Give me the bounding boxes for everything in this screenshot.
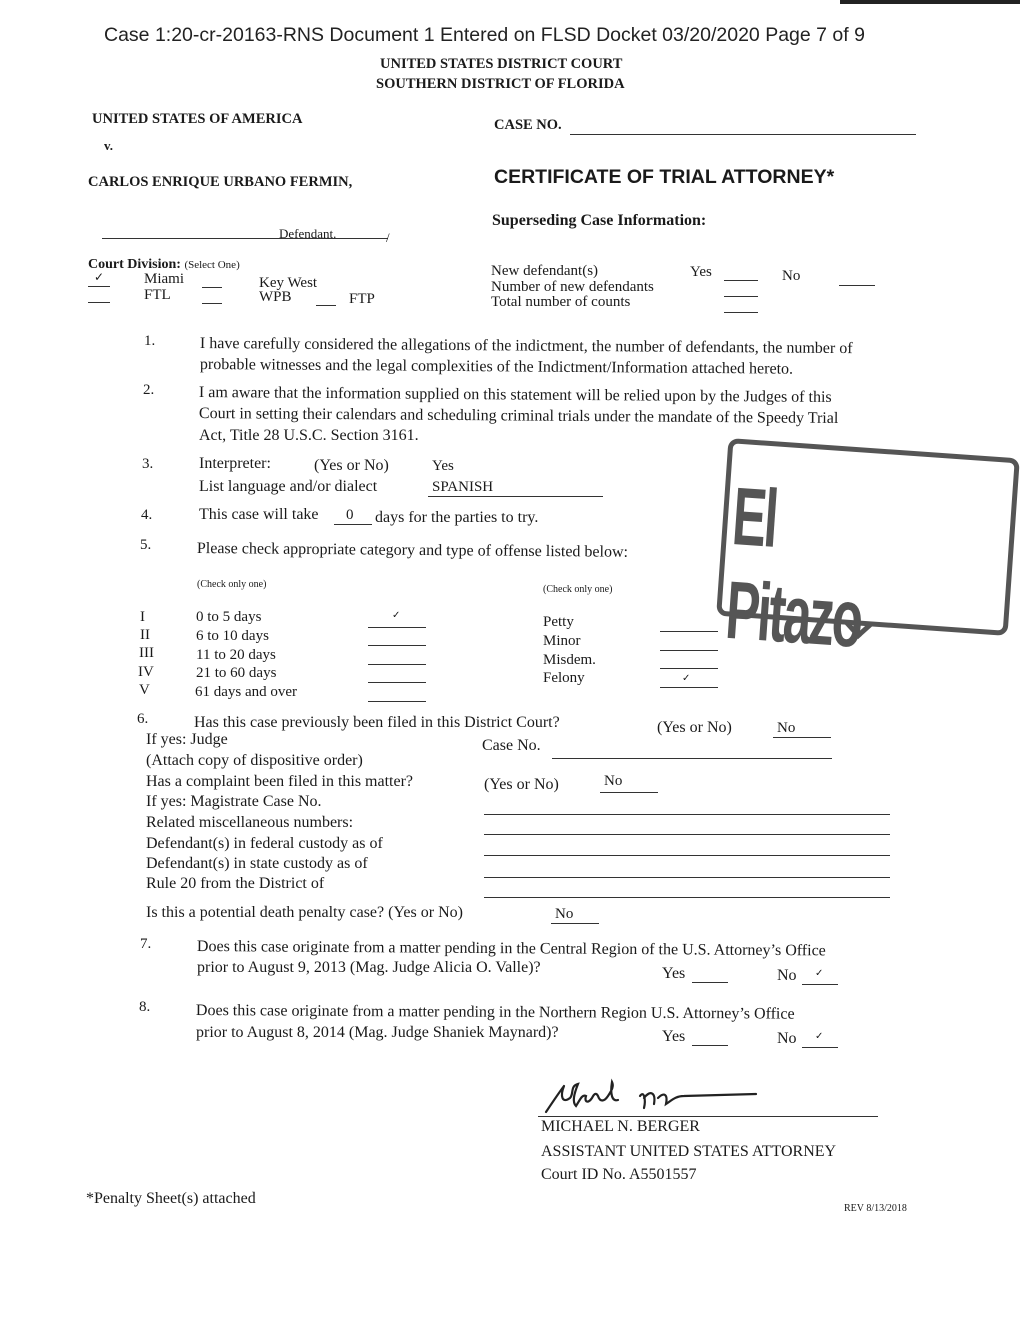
case-no-label: Case No. xyxy=(482,737,541,754)
attorney-title: ASSISTANT UNITED STATES ATTORNEY xyxy=(541,1143,837,1160)
miami-check-line xyxy=(88,286,110,287)
item-7-no-line xyxy=(802,984,838,985)
category-label: 61 days and over xyxy=(195,684,298,700)
category-roman: II xyxy=(140,627,150,643)
item-6-yes-or-no: (Yes or No) xyxy=(657,719,732,736)
death-penalty-answer-line xyxy=(551,923,599,924)
death-penalty-answer: No xyxy=(555,906,574,922)
certificate-title: CERTIFICATE OF TRIAL ATTORNEY* xyxy=(494,166,835,188)
superseding-no: No xyxy=(782,268,801,284)
item-2-text-a: I am aware that the information supplied on this statement will be relied upon by the Judges of this xyxy=(198,384,832,406)
category-label: 21 to 60 days xyxy=(196,665,277,681)
item-8-no: No xyxy=(777,1030,797,1047)
item-1-text-b: probable witnesses and the legal complexities of the Indictment/Information attached hereto. xyxy=(199,356,794,378)
complaint-answer: No xyxy=(604,773,623,789)
court-name-line2: SOUTHERN DISTRICT OF FLORIDA xyxy=(376,76,625,92)
ftl-check-line xyxy=(88,302,110,303)
item-7-text-b: prior to August 9, 2013 (Mag. Judge Alicia O. Valle)? xyxy=(197,959,541,976)
docket-header: Case 1:20-cr-20163-RNS Document 1 Entered on FLSD Docket 03/20/2020 Page 7 of 9 xyxy=(104,24,865,46)
select-one-note: (Select One) xyxy=(184,259,240,271)
item-4-text-pre: This case will take xyxy=(199,506,319,523)
complaint-question: Has a complaint been filed in this matter? xyxy=(146,773,414,790)
category-label: 0 to 5 days xyxy=(196,609,262,625)
category-roman: I xyxy=(140,609,145,625)
item-2-text-c: Act, Title 28 U.S.C. Section 3161. xyxy=(199,427,419,444)
language-label: List language and/or dialect xyxy=(199,478,378,495)
item-6-number: 6. xyxy=(137,711,149,727)
trial-days-line xyxy=(334,524,372,525)
check-only-one-right: (Check only one) xyxy=(543,584,613,595)
offense-line xyxy=(660,631,718,632)
superseding-label: Superseding Case Information: xyxy=(492,212,707,229)
item-7-yes-line xyxy=(692,982,728,983)
penalty-sheet-note: *Penalty Sheet(s) attached xyxy=(86,1190,256,1207)
check-only-one-left: (Check only one) xyxy=(197,579,267,590)
top-edge-rule xyxy=(840,0,1020,4)
category-line xyxy=(368,627,426,628)
court-name-line1: UNITED STATES DISTRICT COURT xyxy=(380,56,623,72)
item-1-number: 1. xyxy=(144,333,156,349)
item-2-text-b: Court in setting their calendars and scheduling criminal trials under the mandate of the Speedy Trial xyxy=(198,405,839,428)
related-misc-label: Related miscellaneous numbers: xyxy=(146,814,354,831)
item-8-number: 8. xyxy=(139,999,151,1015)
superseding-yes: Yes xyxy=(690,264,712,280)
attach-order-label: (Attach copy of dispositive order) xyxy=(146,752,363,769)
defendant-label: Defendant. xyxy=(279,226,337,241)
item-8-yes-line xyxy=(692,1045,728,1046)
interpreter-yes-or-no: (Yes or No) xyxy=(314,457,389,474)
division-ftl: FTL xyxy=(144,287,171,303)
item-6-question: Has this case previously been filed in this District Court? xyxy=(194,714,560,731)
category-roman: V xyxy=(139,682,150,698)
complaint-yes-or-no: (Yes or No) xyxy=(484,776,559,793)
rule-20-line xyxy=(484,897,890,898)
item-7-yes: Yes xyxy=(662,965,686,982)
signature-line xyxy=(538,1116,878,1117)
item-7-text-a: Does this case originate from a matter pending in the Central Region of the U.S. Attorney’s Office xyxy=(196,938,826,960)
item-2-number: 2. xyxy=(143,382,155,398)
case-no-line xyxy=(552,758,832,759)
item-3-number: 3. xyxy=(142,456,154,472)
revision-date: REV 8/13/2018 xyxy=(844,1203,907,1214)
if-yes-judge-label: If yes: Judge xyxy=(146,731,228,748)
state-custody-label: Defendant(s) in state custody as of xyxy=(146,855,368,872)
superseding-yes-line xyxy=(724,280,758,281)
federal-custody-label: Defendant(s) in federal custody as of xyxy=(146,835,383,852)
item-8-yes: Yes xyxy=(662,1028,686,1045)
handwritten-signature xyxy=(540,1072,770,1122)
case-number-label: CASE NO. xyxy=(494,117,562,133)
new-defendants-label: New defendant(s) xyxy=(491,263,599,279)
division-key-west: Key West xyxy=(259,275,318,291)
number-new-defendants-line xyxy=(724,296,758,297)
wpb-check-line xyxy=(202,303,222,304)
item-5-number: 5. xyxy=(140,537,152,553)
related-misc-line xyxy=(484,834,890,835)
offense-label: Petty xyxy=(543,614,574,630)
language-value: SPANISH xyxy=(432,479,494,495)
category-mark: ✓ xyxy=(392,610,401,621)
division-wpb: WPB xyxy=(259,289,292,305)
complaint-answer-line xyxy=(600,792,658,793)
division-miami: Miami xyxy=(144,271,184,287)
item-8-text-a: Does this case originate from a matter pending in the Northern Region U.S. Attorney’s Office xyxy=(195,1002,795,1023)
caption-slash: / xyxy=(386,230,390,245)
superseding-no-line xyxy=(839,285,875,286)
category-line xyxy=(368,664,426,665)
category-label: 6 to 10 days xyxy=(196,628,269,644)
defendant-name: CARLOS ENRIQUE URBANO FERMIN, xyxy=(88,174,353,190)
magistrate-case-label: If yes: Magistrate Case No. xyxy=(146,793,322,810)
offense-label: Misdem. xyxy=(543,652,596,668)
division-ftp: FTP xyxy=(349,291,375,307)
item-7-mark: ✓ xyxy=(815,968,824,979)
category-line xyxy=(368,645,426,646)
item-6-answer: No xyxy=(777,720,796,736)
watermark-text: El Pitazo xyxy=(723,470,864,665)
language-line xyxy=(428,496,603,497)
rule-20-label: Rule 20 from the District of xyxy=(146,875,325,892)
category-line xyxy=(368,701,426,702)
federal-custody-line xyxy=(484,855,890,856)
item-8-text-b: prior to August 8, 2014 (Mag. Judge Shaniek Maynard)? xyxy=(196,1024,559,1041)
death-penalty-question: Is this a potential death penalty case? (Yes or No) xyxy=(146,904,463,921)
defendant-signature-line xyxy=(102,238,388,239)
offense-line xyxy=(660,668,718,669)
item-6-answer-line xyxy=(773,737,831,738)
offense-line xyxy=(660,687,718,688)
category-roman: IV xyxy=(138,664,154,680)
offense-label: Felony xyxy=(543,670,585,686)
trial-days-value: 0 xyxy=(346,507,354,523)
state-custody-line xyxy=(484,877,890,878)
case-number-line xyxy=(570,134,916,135)
court-id: Court ID No. A5501557 xyxy=(541,1166,697,1183)
offense-line xyxy=(660,650,718,651)
item-1-text-a: I have carefully considered the allegations of the indictment, the number of defendants, the number of xyxy=(199,335,853,358)
item-7-number: 7. xyxy=(140,936,152,952)
item-8-no-line xyxy=(802,1047,838,1048)
item-4-number: 4. xyxy=(141,507,153,523)
offense-mark: ✓ xyxy=(682,673,691,684)
category-line xyxy=(368,682,426,683)
item-7-no: No xyxy=(777,967,797,984)
versus-label: v. xyxy=(104,138,114,153)
ftp-check-line xyxy=(316,305,336,306)
total-counts-line xyxy=(724,312,758,313)
plaintiff-name: UNITED STATES OF AMERICA xyxy=(92,111,303,127)
key-west-check-line xyxy=(202,287,222,288)
item-4-text-post: days for the parties to try. xyxy=(375,509,539,526)
miami-check: ✓ xyxy=(94,270,105,284)
item-8-mark: ✓ xyxy=(815,1031,824,1042)
interpreter-label: Interpreter: xyxy=(199,455,271,472)
number-new-defendants-label: Number of new defendants xyxy=(491,279,654,295)
category-label: 11 to 20 days xyxy=(196,647,276,663)
total-counts-label: Total number of counts xyxy=(491,294,631,310)
court-division-title: Court Division: xyxy=(88,257,181,272)
interpreter-value: Yes xyxy=(432,458,454,474)
item-5-text: Please check appropriate category and type of offense listed below: xyxy=(196,540,629,561)
category-roman: III xyxy=(139,645,154,661)
attorney-name: MICHAEL N. BERGER xyxy=(541,1118,700,1135)
offense-label: Minor xyxy=(543,633,581,649)
magistrate-case-line xyxy=(484,814,890,815)
